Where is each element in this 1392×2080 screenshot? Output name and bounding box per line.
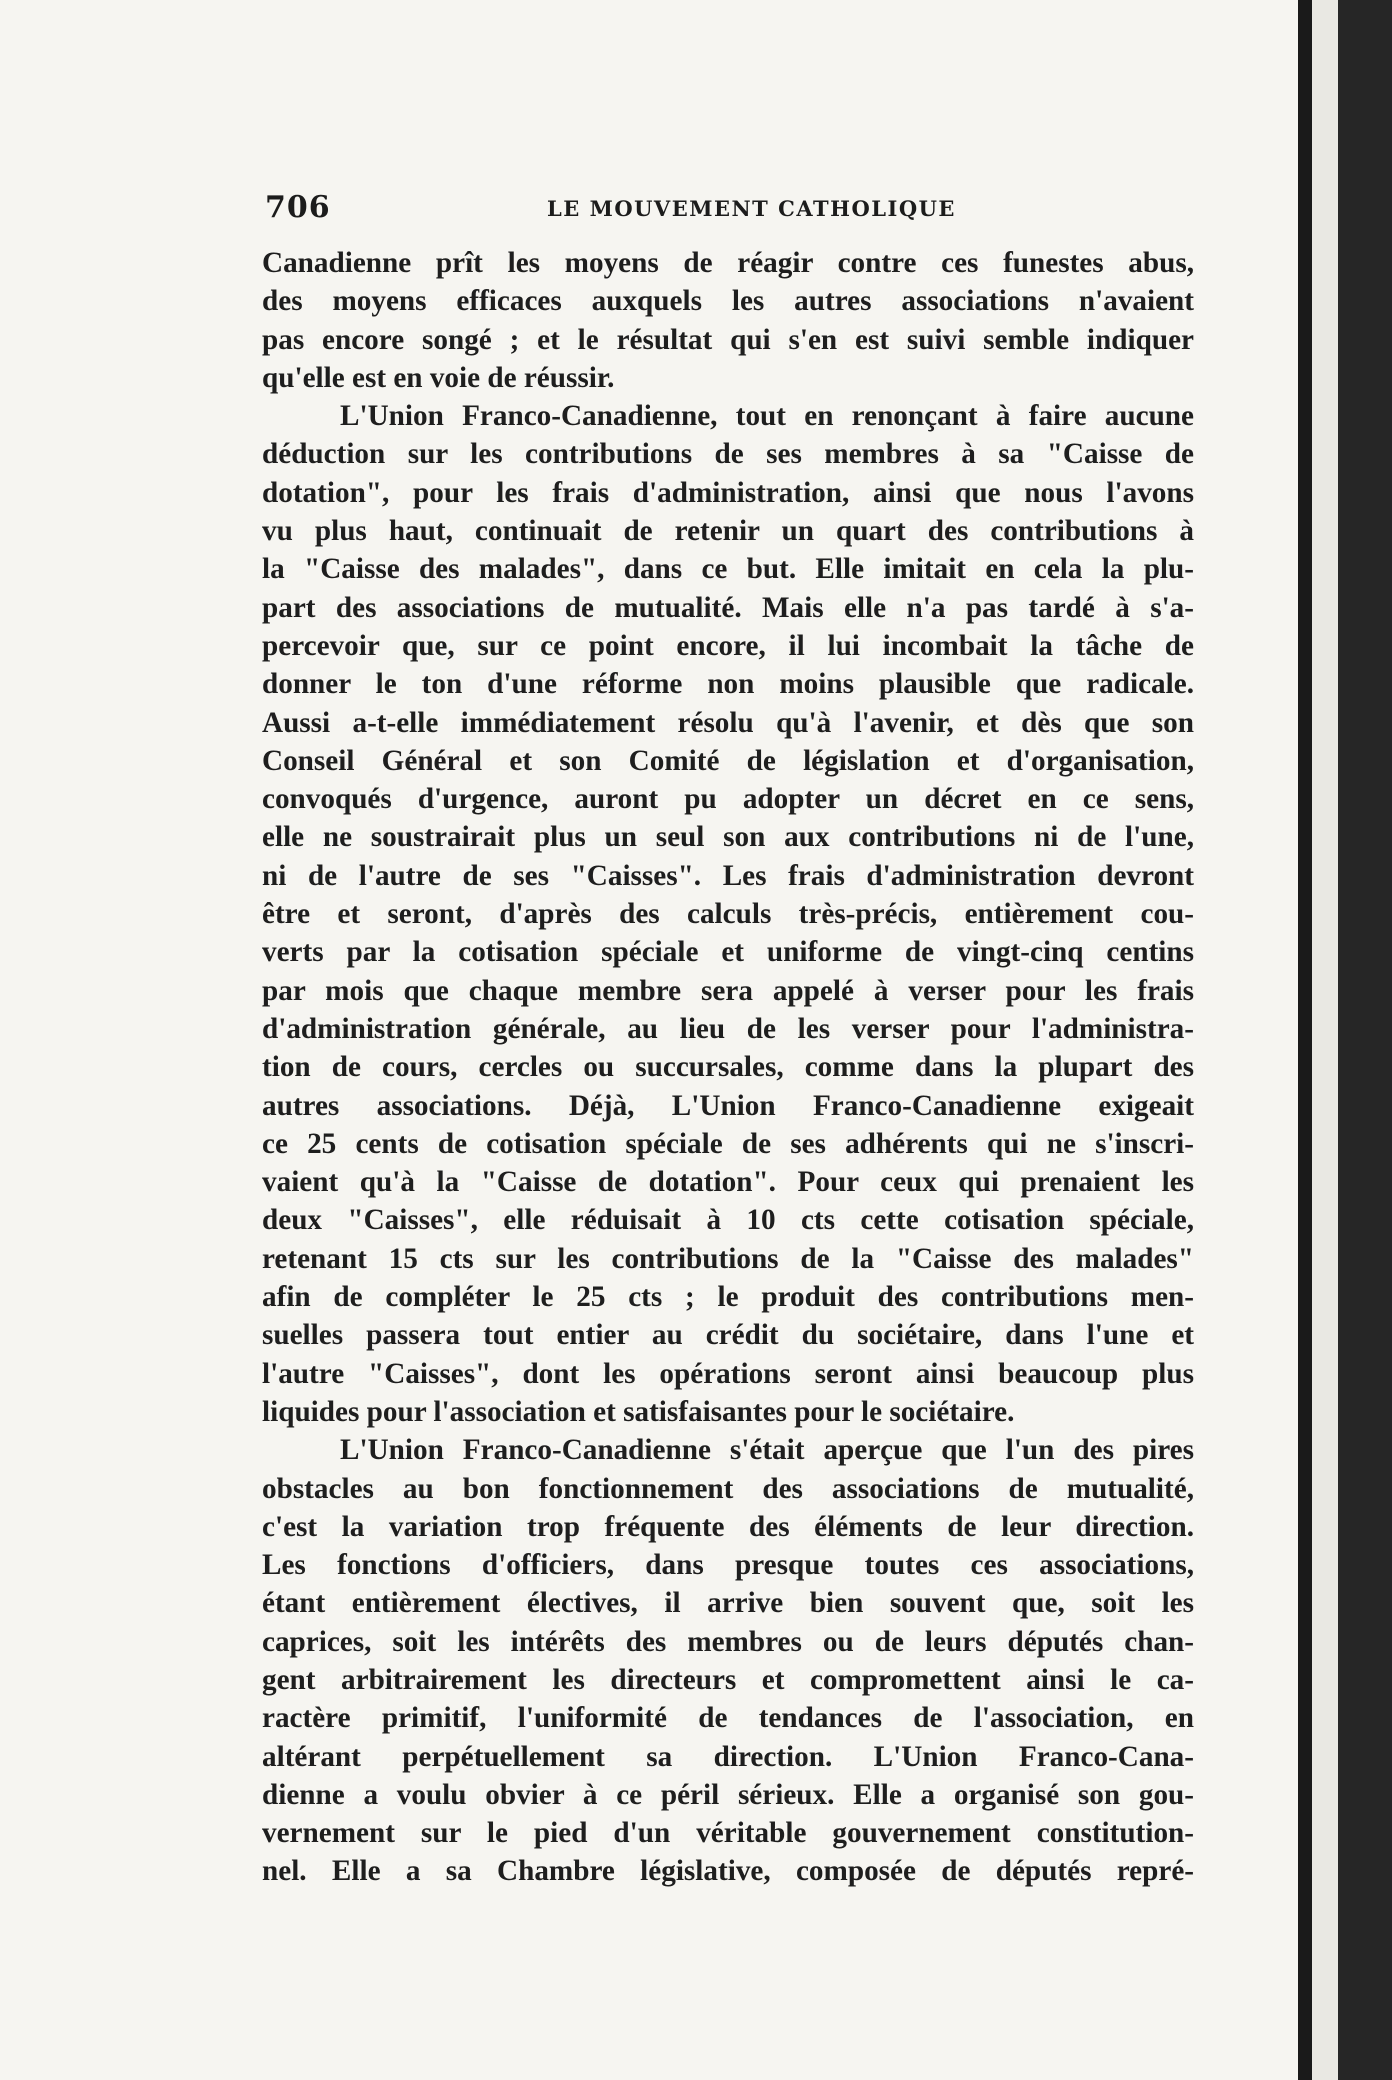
text-line: percevoir que, sur ce point encore, il lui incombait la tâche de — [262, 629, 1194, 662]
text-line: retenant 15 cts sur les contributions de la "Caisse des malades" — [262, 1242, 1194, 1275]
text-line: être et seront, d'après des calculs très-précis, entièrement cou- — [262, 898, 1194, 931]
text-line: caprices, soit les intérêts des membres ou de leurs députés chan- — [262, 1625, 1194, 1658]
text-line: autres associations. Déjà, L'Union Franco-Canadienne exigeait — [262, 1089, 1194, 1122]
next-page-edge — [1312, 0, 1338, 2080]
page-edge-shadow — [1298, 0, 1312, 2080]
page-number: 706 — [265, 190, 331, 225]
page-header — [265, 190, 1195, 230]
text-line: vernement sur le pied d'un véritable gouvernement constitution- — [262, 1817, 1194, 1850]
text-line: ractère primitif, l'uniformité de tendances de l'association, en — [262, 1702, 1194, 1735]
text-line: qu'elle est en voie de réussir. — [262, 361, 615, 394]
text-line: vaient qu'à la "Caisse de dotation". Pour ceux qui prenaient les — [262, 1166, 1194, 1199]
text-line: verts par la cotisation spéciale et uniforme de vingt-cinq centins — [262, 936, 1194, 969]
text-line: altérant perpétuellement sa direction. L'Union Franco-Cana- — [262, 1740, 1194, 1773]
text-line: dotation", pour les frais d'administration, ainsi que nous l'avons — [262, 476, 1194, 509]
text-line: des moyens efficaces auxquels les autres associations n'avaient — [262, 285, 1194, 318]
text-line: ni de l'autre de ses "Caisses". Les frais d'administration devront — [262, 859, 1194, 892]
text-line: liquides pour l'association et satisfaisantes pour le sociétaire. — [262, 1395, 1015, 1428]
text-line: nel. Elle a sa Chambre législative, composée de députés repré- — [262, 1855, 1194, 1888]
text-line: pas encore songé ; et le résultat qui s'en est suivi semble indiquer — [262, 323, 1194, 356]
text-line: deux "Caisses", elle réduisait à 10 cts cette cotisation spéciale, — [262, 1204, 1194, 1237]
text-line: Conseil Général et son Comité de législation et d'organisation, — [262, 744, 1194, 777]
text-line: vu plus haut, continuait de retenir un quart des contributions à — [262, 515, 1194, 548]
text-line: obstacles au bon fonctionnement des associations de mutualité, — [262, 1472, 1194, 1505]
text-line: tion de cours, cercles ou succursales, comme dans la plupart des — [262, 1051, 1194, 1084]
text-line: elle ne soustrairait plus un seul son aux contributions ni de l'une, — [262, 821, 1194, 854]
text-line: Les fonctions d'officiers, dans presque toutes ces associations, — [262, 1549, 1194, 1582]
text-line: déduction sur les contributions de ses membres à sa "Caisse de — [262, 438, 1194, 471]
text-line: c'est la variation trop fréquente des éléments de leur direction. — [262, 1510, 1194, 1543]
text-line: L'Union Franco-Canadienne, tout en renonçant à faire aucune — [340, 400, 1194, 433]
text-line: part des associations de mutualité. Mais elle n'a pas tardé à s'a- — [262, 591, 1194, 624]
text-line: l'autre "Caisses", dont les opérations seront ainsi beaucoup plus — [262, 1357, 1194, 1390]
text-line: étant entièrement électives, il arrive bien souvent que, soit les — [262, 1587, 1194, 1620]
text-line: gent arbitrairement les directeurs et compromettent ainsi le ca- — [262, 1663, 1194, 1696]
text-line: L'Union Franco-Canadienne s'était aperçue que l'un des pires — [340, 1434, 1194, 1467]
text-line: la "Caisse des malades", dans ce but. Elle imitait en cela la plu- — [262, 553, 1194, 586]
text-line: ce 25 cents de cotisation spéciale de ses adhérents qui ne s'inscri- — [262, 1127, 1194, 1160]
text-line: Aussi a-t-elle immédiatement résolu qu'à l'avenir, et dès que son — [262, 706, 1194, 739]
running-head: LE MOUVEMENT CATHOLIQUE — [547, 196, 956, 221]
text-line: donner le ton d'une réforme non moins plausible que radicale. — [262, 668, 1194, 701]
text-line: convoqués d'urgence, auront pu adopter un décret en ce sens, — [262, 783, 1194, 816]
text-line: Canadienne prît les moyens de réagir contre ces funestes abus, — [262, 247, 1194, 279]
text-line: par mois que chaque membre sera appelé à verser pour les frais — [262, 974, 1194, 1007]
text-line: afin de compléter le 25 cts ; le produit des contributions men- — [262, 1281, 1194, 1314]
body-text — [262, 244, 1194, 1891]
text-line: suelles passera tout entier au crédit du sociétaire, dans l'une et — [262, 1319, 1194, 1352]
text-line: d'administration générale, au lieu de les verser pour l'administra- — [262, 1012, 1194, 1045]
scan-background — [1338, 0, 1392, 2080]
text-line: dienne a voulu obvier à ce péril sérieux. Elle a organisé son gou- — [262, 1778, 1194, 1811]
